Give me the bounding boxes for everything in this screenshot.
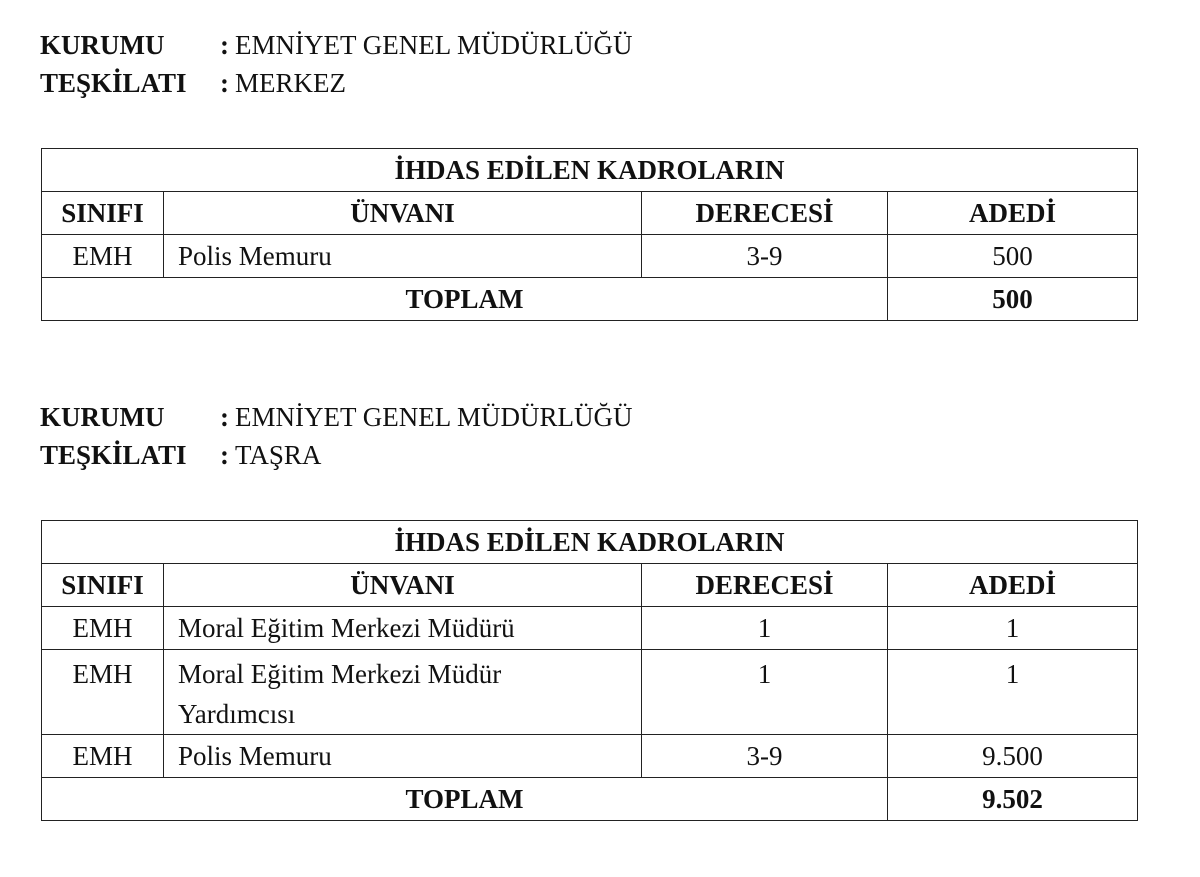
kadro-table-tasra <box>41 520 1138 821</box>
header-derecesi: DERECESİ <box>642 564 888 607</box>
table-header-row <box>42 564 1138 607</box>
header-unvani: ÜNVANI <box>164 564 642 607</box>
table-row <box>42 235 1138 278</box>
teskilat-separator: : <box>220 68 229 98</box>
cell-adedi: 9.500 <box>888 735 1138 778</box>
cell-derecesi: 1 <box>642 607 888 650</box>
table-row <box>42 650 1138 735</box>
teskilat-line <box>40 64 632 102</box>
cell-unvani: Polis Memuru <box>164 235 642 278</box>
header-sinifi: SINIFI <box>42 564 164 607</box>
table-caption-row <box>42 149 1138 192</box>
cell-sinifi: EMH <box>42 650 164 735</box>
kurum-separator: : <box>220 402 229 432</box>
kurum-value: EMNİYET GENEL MÜDÜRLÜĞÜ <box>235 30 633 60</box>
cell-adedi: 500 <box>888 235 1138 278</box>
kadro-table-merkez <box>41 148 1138 321</box>
cell-unvani: Polis Memuru <box>164 735 642 778</box>
table-caption: İHDAS EDİLEN KADROLARIN <box>42 149 1138 192</box>
kurum-value: EMNİYET GENEL MÜDÜRLÜĞÜ <box>235 402 633 432</box>
cell-sinifi: EMH <box>42 235 164 278</box>
cell-derecesi: 3-9 <box>642 735 888 778</box>
teskilat-label: TEŞKİLATI <box>40 68 187 98</box>
cell-unvani <box>164 650 642 735</box>
total-label: TOPLAM <box>42 278 888 321</box>
teskilat-value: TAŞRA <box>235 440 322 470</box>
kurum-label: KURUMU <box>40 402 165 432</box>
teskilat-value: MERKEZ <box>235 68 346 98</box>
header-unvani: ÜNVANI <box>164 192 642 235</box>
kurum-label: KURUMU <box>40 30 165 60</box>
header-adedi: ADEDİ <box>888 564 1138 607</box>
total-label: TOPLAM <box>42 778 888 821</box>
teskilat-label: TEŞKİLATI <box>40 440 187 470</box>
table-caption: İHDAS EDİLEN KADROLARIN <box>42 521 1138 564</box>
kurum-line <box>40 398 632 436</box>
header-derecesi: DERECESİ <box>642 192 888 235</box>
section2-meta <box>40 398 632 474</box>
cell-sinifi: EMH <box>42 607 164 650</box>
table-header-row <box>42 192 1138 235</box>
total-value: 500 <box>888 278 1138 321</box>
cell-unvani: Moral Eğitim Merkezi Müdürü <box>164 607 642 650</box>
cell-adedi: 1 <box>888 650 1138 735</box>
teskilat-line <box>40 436 632 474</box>
total-row <box>42 278 1138 321</box>
kurum-separator: : <box>220 30 229 60</box>
unvani-line-1: Moral Eğitim Merkezi Müdür <box>178 659 502 689</box>
header-adedi: ADEDİ <box>888 192 1138 235</box>
kurum-line <box>40 26 632 64</box>
total-value: 9.502 <box>888 778 1138 821</box>
cell-derecesi: 1 <box>642 650 888 735</box>
cell-derecesi: 3-9 <box>642 235 888 278</box>
table-row <box>42 607 1138 650</box>
table-row <box>42 735 1138 778</box>
unvani-line-2: Yardımcısı <box>178 699 296 729</box>
cell-adedi: 1 <box>888 607 1138 650</box>
header-sinifi: SINIFI <box>42 192 164 235</box>
table-caption-row <box>42 521 1138 564</box>
total-row <box>42 778 1138 821</box>
section1-meta <box>40 26 632 102</box>
cell-sinifi: EMH <box>42 735 164 778</box>
teskilat-separator: : <box>220 440 229 470</box>
